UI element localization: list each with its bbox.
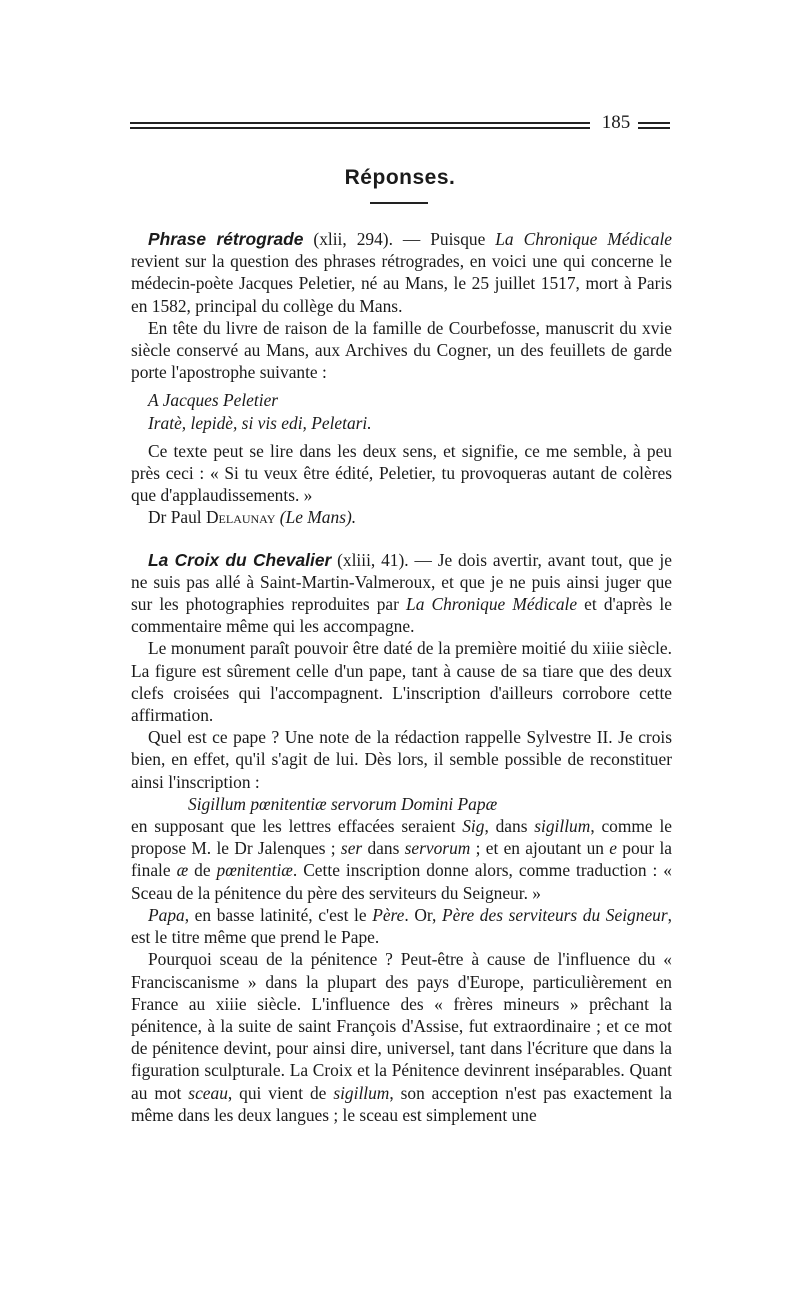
section-title: Réponses. <box>344 166 456 189</box>
answer2-text: , dans <box>484 816 535 837</box>
latin-term: sigillum <box>534 816 591 837</box>
answer2-paragraph-4 <box>131 815 672 904</box>
answer1-paragraph-3: Ce texte peut se lire dans les deux sens, et signifie, ce me semble, à peu près ceci : « Si tu veux être édité, Peletier, tu provoqueras autant de colères que d'applaudissements. » <box>131 440 672 506</box>
answer1-signature <box>131 506 672 528</box>
latin-term: servorum <box>404 838 471 859</box>
title-rule <box>370 202 428 204</box>
emphasis: Père <box>372 904 405 925</box>
header-rule-right <box>638 122 670 129</box>
latin-term: sigillum <box>333 1082 390 1103</box>
answer2-text: en supposant que les lettres effacées seraient <box>131 816 463 837</box>
answer2-heading: La Croix du Chevalier <box>148 549 332 570</box>
body-text <box>131 228 672 1126</box>
verse-line-2: Iratè, lepidè, si vis edi, Peletari. <box>148 412 372 433</box>
answer2-text: . Or, <box>404 904 442 925</box>
answer1-heading: Phrase rétrograde <box>148 229 304 249</box>
answer2-text: pour la finale <box>131 838 672 881</box>
answer2-ref: (xliii, 41). <box>337 549 409 570</box>
page-number: 185 <box>601 112 631 133</box>
journal-title: La Chronique Médicale <box>495 229 672 249</box>
signature-place: (Le Mans). <box>279 507 357 528</box>
answer1-paragraph-2: En tête du livre de raison de la famille de Courbefosse, manuscrit du xvie siècle conservé au Mans, aux Archives du Cogner, un des feuillets de garde porte l'apostrophe suivante : <box>131 317 672 383</box>
answer1-paragraph-1 <box>131 228 672 317</box>
answer2-text: de <box>188 860 217 881</box>
answer2-text: , en basse latinité, c'est le <box>184 904 373 925</box>
answer2-text: . Cette inscription donne alors, comme traduction : « Sceau de la pénitence du père des serviteurs du Seigneur. » <box>131 860 672 903</box>
answer2-text: , est le titre même que prend le Pape. <box>131 904 672 948</box>
answer2-text: dans <box>362 838 405 859</box>
signature-name: Delaunay <box>205 507 276 528</box>
answer2-paragraph-5 <box>131 904 672 948</box>
latin-term: e <box>609 838 617 859</box>
answer2-paragraph-3: Quel est ce pape ? Une note de la rédaction rappelle Sylvestre II. Je crois bien, en effet, qu'il s'agit de lui. Dès lors, il semble possible de reconstituer ainsi l'inscription : <box>131 727 672 792</box>
verse-line-1: A Jacques Peletier <box>148 390 279 411</box>
latin-term: pœnitentiæ <box>216 860 293 881</box>
answer2-paragraph-6 <box>131 948 672 1126</box>
emphasis: sceau <box>188 1082 228 1103</box>
running-header <box>130 112 670 138</box>
latin-inscription: Sigillum pœnitentiæ servorum Domini Papæ <box>188 793 498 814</box>
journal-title: La Chronique Médicale <box>406 594 578 615</box>
answer2-text: , comme le propose M. le Dr Jalenques ; <box>131 816 672 859</box>
latin-term: æ <box>176 860 189 881</box>
answer2-paragraph-2: Le monument paraît pouvoir être daté de la première moitié du xiiie siècle. La figure est sûrement celle d'un pape, tant à cause de sa tiare que des deux clefs croisées qui l'accompagnent. L'inscription d'ailleurs corrobore cette affirmation. <box>131 638 672 726</box>
latin-term: ser <box>340 838 363 859</box>
answer2-text: et d'après le commentaire même qui les accompagne. <box>131 594 672 637</box>
answer2-text: , qui vient de <box>227 1082 334 1103</box>
emphasis: Père des serviteurs du Seigneur <box>442 904 668 925</box>
answer2-text: , son acception n'est pas exactement la même dans les deux langues ; le sceau est simplement une <box>131 1082 672 1125</box>
header-rule-left <box>130 122 590 129</box>
answer2-paragraph-1 <box>131 549 672 638</box>
latin-term: Papa <box>148 904 185 925</box>
answer2-text: Pourquoi sceau de la pénitence ? Peut-être à cause de l'influence du « Franciscanisme » dans la plupart des pays d'Europe, particulièrement en France au xiiie siècle. L'influence des « frères mineurs » prêchant la pénitence, à la suite de saint François d'Assise, fut extraordinaire ; et ce mot de pénitence devint, pour ainsi dire, universel, tant dans l'écriture que dans la figuration sculpturale. La Croix et la Pénitence devinrent inséparables. Quant au mot <box>131 949 672 1103</box>
answer1-ref: (xlii, 294). <box>313 229 393 249</box>
signature-title: Dr Paul <box>148 507 206 528</box>
answer2-text: ; et en ajoutant un <box>470 838 610 859</box>
answer1-text: revient sur la question des phrases rétrogrades, en voici une qui concerne le médecin-poète Jacques Peletier, né au Mans, le 25 juillet 1517, mort à Paris en 1582, principal du collège du Mans. <box>131 251 672 316</box>
answer1-text: — Puisque <box>392 229 496 249</box>
latin-term: Sig <box>462 816 485 837</box>
answer2-text: — Je dois avertir, avant tout, que je ne suis pas allé à Saint-Martin-Valmeroux, et que je ne puis ainsi juger que sur les photographies reproduites par <box>131 549 672 615</box>
